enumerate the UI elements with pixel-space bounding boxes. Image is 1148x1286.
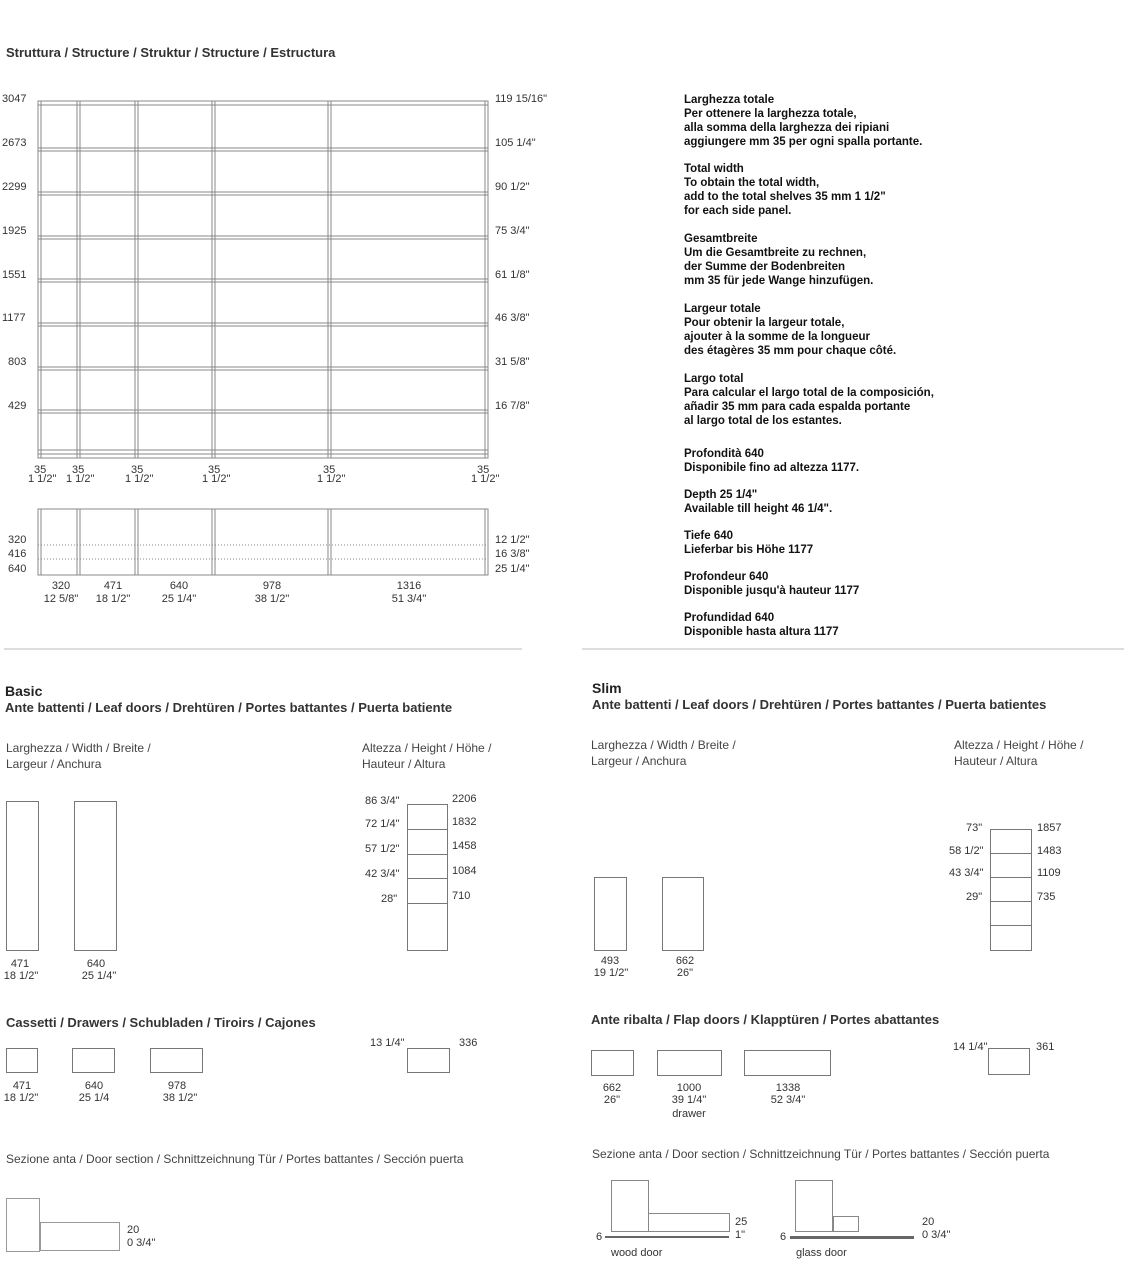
flap-mm: 1000 <box>676 1082 702 1094</box>
height-in-1: 105 1/4" <box>495 137 536 149</box>
drawer-in: 25 1/4 <box>78 1092 110 1104</box>
flap-title: Ante ribalta / Flap doors / Klapptüren / Portes abattantes <box>591 1012 940 1027</box>
depth-mm-0: 320 <box>8 534 27 546</box>
depth-note: Tiefe 640 Lieferbar bis Höhe 1177 <box>684 530 814 556</box>
section-mm: 20 <box>127 1224 140 1236</box>
slim-width-in: 19 1/2" <box>593 967 629 979</box>
width-in-1: 18 1/2" <box>95 593 131 605</box>
wood-label: wood door <box>611 1247 663 1259</box>
basic-height-in: 28" <box>381 893 398 905</box>
height-in-4: 61 1/8" <box>495 269 530 281</box>
slim-height-stack <box>990 829 1032 951</box>
flap-height-in: 14 1/4" <box>953 1041 988 1053</box>
section-upright <box>6 1198 40 1252</box>
drawer-mm: 471 <box>12 1080 32 1092</box>
panel-mm: 35 <box>72 464 85 476</box>
slim-section-title: Sezione anta / Door section / Schnittzeichnung Tür / Portes battantes / Sección puerta <box>592 1147 1050 1161</box>
flap-1338 <box>744 1050 831 1076</box>
panel-mm: 35 <box>131 464 144 476</box>
slim-height-mm: 1483 <box>1037 845 1062 857</box>
wood-door-panel <box>648 1213 730 1232</box>
wood-mm: 25 <box>735 1216 748 1228</box>
flap-in: 26" <box>603 1094 621 1106</box>
basic-height-mm: 1832 <box>452 816 477 828</box>
door-width-mm: 640 <box>86 958 106 970</box>
note-block: Largeur totale Pour obtenir la largeur totale, ajouter à la somme de la longueur des étagères 35 mm pour chaque côté. <box>684 303 897 357</box>
drawer-height-box <box>407 1048 450 1073</box>
panel-in: 1 1/2" <box>125 473 154 485</box>
width-mm-0: 320 <box>51 580 71 592</box>
basic-height-in: 57 1/2" <box>365 843 400 855</box>
flap-mm: 662 <box>602 1082 622 1094</box>
drawer-height-mm: 336 <box>459 1037 478 1049</box>
drawer-height-in: 13 1/4" <box>370 1037 405 1049</box>
depth-mm-1: 416 <box>8 548 27 560</box>
height-in-7: 16 7/8" <box>495 400 530 412</box>
drawer-in: 38 1/2" <box>162 1092 198 1104</box>
drawer-in: 18 1/2" <box>3 1092 39 1104</box>
section-in: 0 3/4" <box>127 1237 156 1249</box>
wood-thick: 6 <box>596 1231 603 1243</box>
glass-thick: 6 <box>780 1231 787 1243</box>
depth-note: Profondeur 640 Disponible jusqu'à hauteur 1177 <box>684 571 860 597</box>
basic-height-mm: 1458 <box>452 840 477 852</box>
drawer-978 <box>150 1048 203 1073</box>
note-block: Largo total Para calcular el largo total de la composición, añadir 35 mm para cada espalda portante al largo total de los estantes. <box>684 373 934 427</box>
flap-note: drawer <box>672 1108 706 1120</box>
drawer-mm: 640 <box>84 1080 104 1092</box>
height-mm-2: 2299 <box>2 181 27 193</box>
door-width-mm: 471 <box>10 958 30 970</box>
door-640 <box>74 801 117 951</box>
plan-frame <box>38 509 488 575</box>
slim-width-in: 26" <box>676 967 694 979</box>
slim-height-label-2: Hauteur / Altura <box>954 754 1038 768</box>
slim-title: Slim <box>592 680 622 696</box>
door-width-in: 18 1/2" <box>3 970 39 982</box>
slim-height-in: 73" <box>966 822 983 834</box>
depth-note: Depth 25 1/4" Available till height 46 1/4". <box>684 489 833 515</box>
slim-width-label: Larghezza / Width / Breite / <box>591 738 736 752</box>
flap-in: 52 3/4" <box>770 1094 806 1106</box>
note-block: Gesamtbreite Um die Gesamtbreite zu rechnen, der Summe der Bodenbreiten mm 35 für jede Wange hinzufügen. <box>684 233 874 287</box>
flap-1000 <box>657 1050 722 1076</box>
door-width-in: 25 1/4" <box>81 970 117 982</box>
flap-mm: 1338 <box>775 1082 801 1094</box>
width-in-0: 12 5/8" <box>43 593 79 605</box>
drawers-title: Cassetti / Drawers / Schubladen / Tiroirs / Cajones <box>6 1015 316 1030</box>
depth-in-1: 16 3/8" <box>495 548 530 560</box>
basic-section-title: Sezione anta / Door section / Schnittzeichnung Tür / Portes battantes / Sección puerta <box>6 1152 464 1166</box>
basic-height-in: 86 3/4" <box>365 795 400 807</box>
drawer-640 <box>72 1048 115 1073</box>
height-in-6: 31 5/8" <box>495 356 530 368</box>
width-mm-2: 640 <box>169 580 189 592</box>
panel-in: 1 1/2" <box>317 473 346 485</box>
drawer-471 <box>6 1048 38 1073</box>
width-mm-4: 1316 <box>396 580 422 592</box>
section-door <box>40 1222 120 1251</box>
depth-note: Profundidad 640 Disponible hasta altura 1177 <box>684 612 839 638</box>
slim-width-mm: 662 <box>675 955 695 967</box>
height-mm-3: 1925 <box>2 225 27 237</box>
slim-height-mm: 1857 <box>1037 822 1062 834</box>
width-in-2: 25 1/4" <box>161 593 197 605</box>
glass-label: glass door <box>796 1247 847 1259</box>
basic-height-mm: 1084 <box>452 865 477 877</box>
basic-height-mm: 2206 <box>452 793 477 805</box>
panel-mm: 35 <box>323 464 336 476</box>
glass-mm: 20 <box>922 1216 935 1228</box>
basic-height-in: 42 3/4" <box>365 868 400 880</box>
height-mm-0: 3047 <box>2 93 27 105</box>
depth-mm-2: 640 <box>8 563 27 575</box>
basic-width-label-2: Largeur / Anchura <box>6 757 102 771</box>
slim-door-662 <box>662 877 704 951</box>
depth-note: Profondità 640 Disponibile fino ad altezza 1177. <box>684 448 860 474</box>
slim-height-label: Altezza / Height / Höhe / <box>954 738 1084 752</box>
basic-width-label: Larghezza / Width / Breite / <box>6 741 151 755</box>
flap-in: 39 1/4" <box>671 1094 707 1106</box>
height-mm-6: 803 <box>8 356 27 368</box>
glass-upright <box>795 1180 833 1232</box>
basic-height-label-2: Hauteur / Altura <box>362 757 446 771</box>
height-in-0: 119 15/16" <box>495 93 548 105</box>
panel-in: 1 1/2" <box>66 473 95 485</box>
height-mm-7: 429 <box>8 400 27 412</box>
note-block: Total width To obtain the total width, add to the total shelves 35 mm 1 1/2" for each side panel. <box>684 163 886 217</box>
slim-height-mm: 1109 <box>1037 867 1061 879</box>
panel-in: 1 1/2" <box>471 473 500 485</box>
door-471 <box>6 801 39 951</box>
glass-in: 0 3/4" <box>922 1229 951 1241</box>
slim-width-mm: 493 <box>600 955 620 967</box>
structure-title: Struttura / Structure / Struktur / Structure / Estructura <box>6 45 336 60</box>
wood-upright <box>611 1180 649 1232</box>
drawer-mm: 978 <box>167 1080 187 1092</box>
height-in-2: 90 1/2" <box>495 181 530 193</box>
depth-in-2: 25 1/4" <box>495 563 530 575</box>
width-in-4: 51 3/4" <box>391 593 427 605</box>
flap-662 <box>591 1050 634 1076</box>
panel-mm: 35 <box>208 464 221 476</box>
elevation-frame <box>38 101 488 458</box>
note-block: Larghezza totale Per ottenere la larghezza totale, alla somma della larghezza dei ripiani aggiungere mm 35 per ogni spalla portante. <box>684 94 923 148</box>
slim-height-mm: 735 <box>1037 891 1056 903</box>
height-mm-5: 1177 <box>2 312 26 324</box>
height-mm-4: 1551 <box>2 269 27 281</box>
basic-height-label: Altezza / Height / Höhe / <box>362 741 492 755</box>
height-in-5: 46 3/8" <box>495 312 530 324</box>
depth-in-0: 12 1/2" <box>495 534 530 546</box>
basic-title: Basic <box>5 683 43 699</box>
glass-frame <box>833 1216 859 1232</box>
panel-in: 1 1/2" <box>28 473 57 485</box>
basic-subtitle: Ante battenti / Leaf doors / Drehtüren / Portes battantes / Puerta batiente <box>5 700 453 715</box>
height-mm-1: 2673 <box>2 137 27 149</box>
slim-height-in: 58 1/2" <box>949 845 984 857</box>
flap-height-mm: 361 <box>1036 1041 1055 1053</box>
slim-width-label-2: Largeur / Anchura <box>591 754 687 768</box>
basic-height-mm: 710 <box>452 890 471 902</box>
panel-in: 1 1/2" <box>202 473 231 485</box>
flap-height-box <box>988 1048 1030 1075</box>
panel-mm: 35 <box>34 464 47 476</box>
width-in-3: 38 1/2" <box>254 593 290 605</box>
wood-in: 1" <box>735 1229 746 1241</box>
basic-height-in: 72 1/4" <box>365 818 400 830</box>
slim-door-493 <box>594 877 627 951</box>
width-mm-1: 471 <box>103 580 123 592</box>
panel-mm: 35 <box>477 464 490 476</box>
height-in-3: 75 3/4" <box>495 225 530 237</box>
slim-subtitle: Ante battenti / Leaf doors / Drehtüren / Portes battantes / Puerta batientes <box>592 697 1047 712</box>
width-mm-3: 978 <box>262 580 282 592</box>
slim-height-in: 43 3/4" <box>949 867 984 879</box>
slim-height-in: 29" <box>966 891 983 903</box>
